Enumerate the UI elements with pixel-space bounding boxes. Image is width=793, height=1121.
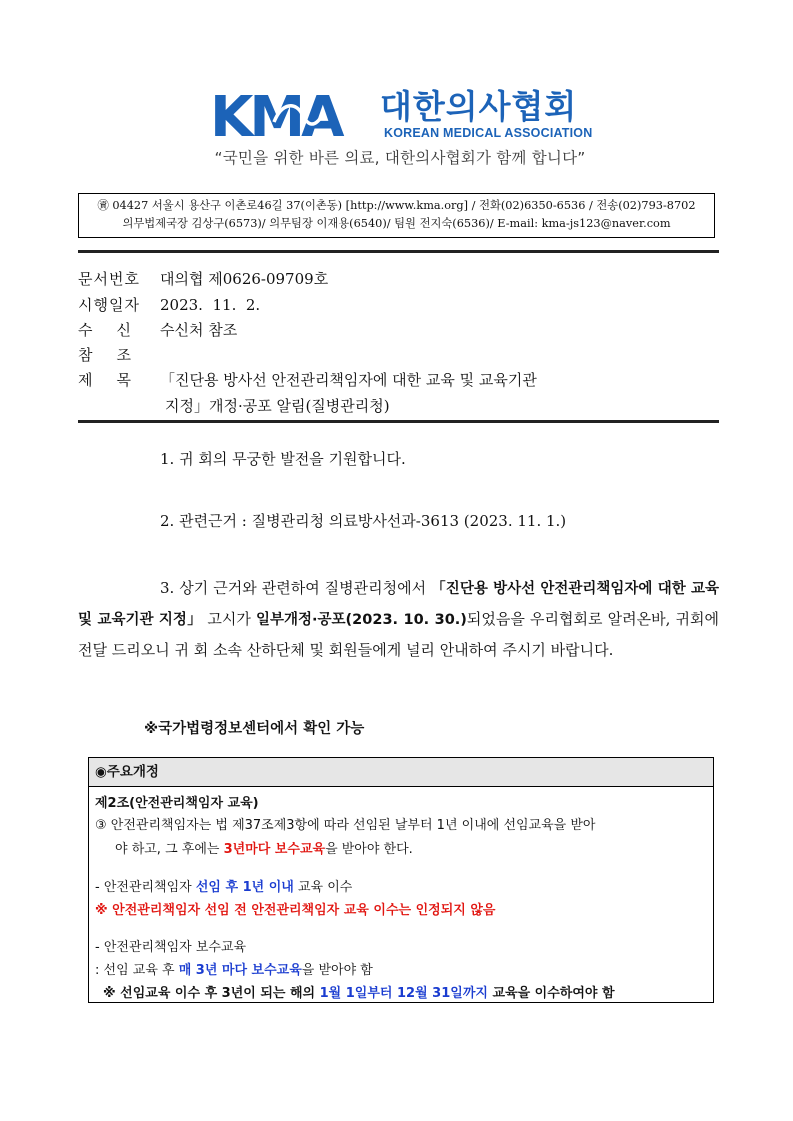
clause-line-1: ③ 안전관리책임자는 법 제37조제3항에 따라 선임된 날부터 1년 이내에 선임교육을 받아 [95,818,596,833]
item-2: - 안전관리책임자 보수교육 [95,940,247,955]
article-title: 제2조(안전관리책임자 교육) [95,796,259,811]
clause-text-end: 을 받아야 한다. [325,842,413,857]
date-row [78,294,260,316]
item-1-emphasis: 선임 후 1년 이내 [195,880,294,895]
kma-logo-mark [210,92,376,138]
paragraph-1: 1. 귀 회의 무궁한 발전을 기원합니다. [160,450,406,468]
recipient-row [78,319,237,341]
notice-title-emphasis: 「진단용 방사선 안전관리책임자에 대한 교육 및 교육기관 지정」 [78,581,719,628]
item-2-detail [95,959,373,978]
kma-logo-text: KMA [210,92,341,138]
doc-number-label: 문서번호 [78,270,140,288]
divider-bottom [78,420,719,423]
item-1-note: ※ 안전관리책임자 선임 전 안전관리책임자 교육 이수는 인정되지 않음 [95,903,496,918]
issue-date: 2023. 11. 2. [160,296,261,314]
divider-top [78,250,719,253]
org-name-korean: 대한의사협회 [380,87,578,126]
slogan: “국민을 위한 바른 의료, 대한의사협회가 함께 합니다” [214,149,586,167]
date-label: 시행일자 [78,296,140,314]
doc-number-row [78,268,328,290]
item-2-note [103,982,615,1001]
item-2-note-emphasis: 1월 1일부터 12월 31일까지 [319,986,488,1001]
paragraph-3-intro: 3. 상기 근거와 관련하여 질병관리청에서 [160,579,432,597]
item-2-note-text: ※ 선임교육 이수 후 3년이 되는 해의 [103,986,320,1001]
item-1 [95,876,352,895]
clause-line-2 [115,838,413,857]
item-1-text-end: 교육 이수 [293,880,353,895]
contact-box [78,193,715,238]
contact-line: 의무법제국장 김상구(6573)/ 의무팀장 이재용(6540)/ 팀원 전지숙(6536)/ E-mail: kma-js123@naver.com [122,217,671,230]
reference-note: ※국가법령정보센터에서 확인 가능 [144,721,365,737]
clause-text: 야 하고, 그 후에는 [115,842,224,857]
recipient-label: 수신 [78,321,155,339]
paragraph-3-end: 되었음을 우리협회로 알려온바, 귀회에 전달 드리오니 귀 회 소속 산하단체 및 회원들에게 널리 안내하여 주시기 바랍니다. [78,610,719,659]
paragraph-3 [78,573,719,665]
subject-row [78,369,537,391]
recipient: 수신처 참조 [160,321,238,339]
box-title: ◉주요개정 [89,758,713,787]
cc-row [78,344,160,366]
item-2-emphasis: 매 3년 마다 보수교육 [178,963,302,978]
subject-line-2: 지정」개정·공포 알림(질병관리청) [165,397,390,415]
address-line: ㊮ 04427 서울시 용산구 이촌로46길 37(이촌동) [http://www.kma.org] / 전화(02)6350-6536 / 전송(02)793-8702 [97,199,696,212]
subject-label: 제목 [78,371,155,389]
clause-emphasis: 3년마다 보수교육 [223,842,326,857]
paragraph-2: 2. 관련근거 : 질병관리청 의료방사선과-3613 (2023. 11. 1.) [160,512,567,530]
subject-line-1: 「진단용 방사선 안전관리책임자에 대한 교육 및 교육기관 [160,371,537,389]
item-1-text: - 안전관리책임자 [95,880,196,895]
amendment-summary-box [88,757,714,1003]
item-2-detail-text: : 선임 교육 후 [95,963,179,978]
doc-number: 대의협 제0626-09709호 [160,270,329,288]
paragraph-3-mid: 고시가 [202,610,256,628]
org-name-english: KOREAN MEDICAL ASSOCIATION [384,126,593,140]
cc-label: 참조 [78,346,155,364]
letterhead-logo [190,78,610,188]
item-2-note-end: 교육을 이수하여야 함 [487,986,615,1001]
amendment-date-emphasis: 일부개정·공포(2023. 10. 30.) [256,612,467,628]
item-2-detail-end: 을 받아야 함 [301,963,373,978]
